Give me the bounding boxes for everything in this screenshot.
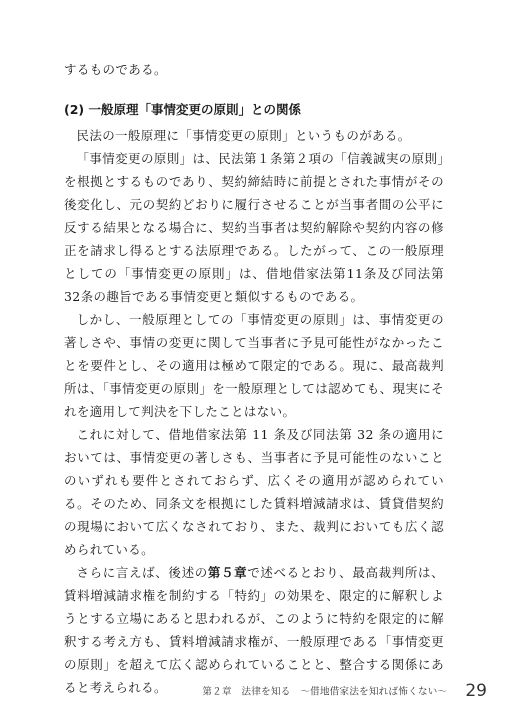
paragraph: しかし、一般原理としての「事情変更の原則」は、事情変更の著しさや、事情の変更に関して当事者に予見可能性がなかったことを要件とし、その適用は極めて限定的である。現に、最高裁判所は、「事情変更の原則」を一般原理としては認めても、現実にそれを適用して判決を下したことはない。	[64, 312, 444, 419]
page-footer	[0, 680, 487, 701]
paragraph-last	[64, 561, 444, 699]
section-heading: (2) 一般原理「事情変更の原則」との関係	[64, 102, 301, 117]
paragraph-text: で述べるとおり、最高裁判所は、賃料増減請求権を制約する「特約」の効果を、限定的に解釈しようとする立場にあると思われるが、このように特約を限定的に解釈する考え方も、賃料増減請求権が、一般原理である「事情変更の原則」を超えて広く認められていることと、整合する関係にあると考えられる。	[64, 565, 444, 695]
paragraph-text: さらに言えば、後述の	[76, 565, 208, 580]
continuation-text: するものである。	[64, 62, 167, 77]
running-head: 第２章 法律を知る 〜借地借家法を知れば怖くない〜	[202, 686, 448, 698]
paragraph: これに対して、借地借家法第 11 条及び同法第 32 条の適用においては、事情変更の著しさも、当事者に予見可能性のないことのいずれも要件とされておらず、広くその適用が認められている。そのため、同条文を根拠にした賃料増減請求は、賃貸借契約の現場において広くなされており、また、裁判においても広く認められている。	[64, 427, 444, 557]
section-body	[64, 124, 444, 699]
chapter-reference: 第５章	[207, 565, 248, 580]
page-number: 29	[465, 680, 487, 701]
paragraph: 民法の一般原理に「事情変更の原則」というものがある。	[76, 128, 411, 143]
paragraph: 「事情変更の原則」は、民法第１条第２項の「信義誠実の原則」を根拠とするものであり、契約締結時に前提とされた事情がその後変化し、元の契約どおりに履行させることが当事者間の公平に反する結果となる場合に、契約当事者は契約解除や契約内容の修正を請求し得るとする法原理である。したがって、この一般原理としての「事情変更の原則」は、借地借家法第11条及び同法第32条の趣旨である事情変更と類似するものである。	[64, 151, 444, 304]
